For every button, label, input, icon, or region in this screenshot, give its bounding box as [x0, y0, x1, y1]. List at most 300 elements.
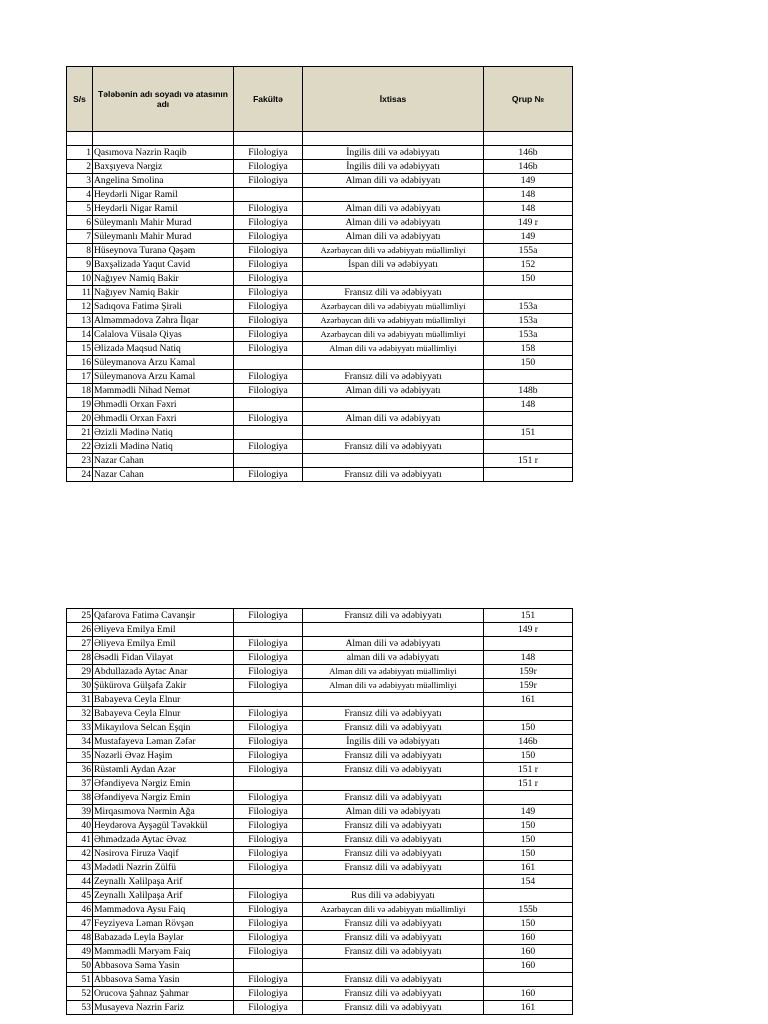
row-number: 16 — [67, 355, 93, 369]
table-row — [67, 285, 573, 299]
faculty: Filologiya — [234, 173, 303, 187]
student-name: Angelina Smolina — [93, 173, 234, 187]
student-name: Əlizadə Maqsud Natiq — [93, 341, 234, 355]
student-name: Əzizli Mədinə Natiq — [93, 439, 234, 453]
row-number: 27 — [67, 637, 93, 651]
row-number: 4 — [67, 187, 93, 201]
faculty: Filologiya — [234, 735, 303, 749]
student-name: Mədətli Nəzrin Zülfü — [93, 861, 234, 875]
row-number: 43 — [67, 861, 93, 875]
specialty — [303, 397, 484, 411]
table-row — [67, 439, 573, 453]
table-row — [67, 721, 573, 735]
group-number: 159r — [484, 679, 573, 693]
specialty: Fransız dili və ədəbiyyatı — [303, 861, 484, 875]
faculty: Filologiya — [234, 271, 303, 285]
group-number — [484, 707, 573, 721]
row-number: 14 — [67, 327, 93, 341]
table-row — [67, 609, 573, 623]
specialty — [303, 425, 484, 439]
specialty — [303, 355, 484, 369]
group-number: 149 — [484, 173, 573, 187]
student-name: Qasımova Nəzrin Raqib — [93, 145, 234, 159]
faculty: Filologiya — [234, 805, 303, 819]
specialty: İspan dili və ədəbiyyatı — [303, 257, 484, 271]
row-number: 18 — [67, 383, 93, 397]
group-number: 150 — [484, 271, 573, 285]
specialty: Alman dili və ədəbiyyatı — [303, 215, 484, 229]
group-number — [484, 889, 573, 903]
group-number: 150 — [484, 721, 573, 735]
specialty — [303, 777, 484, 791]
student-table-page-2 — [66, 608, 573, 1015]
specialty: Azərbaycan dili və ədəbiyyatı müəllimliyi — [303, 299, 484, 313]
table-row — [67, 327, 573, 341]
student-name: Zeynallı Xəlilpaşa Arif — [93, 875, 234, 889]
group-number: 160 — [484, 987, 573, 1001]
faculty: Filologiya — [234, 917, 303, 931]
faculty — [234, 453, 303, 467]
header-faculty: Fakültə — [234, 67, 303, 132]
table-row — [67, 271, 573, 285]
faculty: Filologiya — [234, 243, 303, 257]
faculty: Filologiya — [234, 847, 303, 861]
row-number: 51 — [67, 973, 93, 987]
row-number: 32 — [67, 707, 93, 721]
faculty: Filologiya — [234, 411, 303, 425]
group-number — [484, 369, 573, 383]
student-name: Alməmmədova Zəhra İlqar — [93, 313, 234, 327]
row-number: 41 — [67, 833, 93, 847]
student-name: Əliyeva Emilya Emil — [93, 637, 234, 651]
table-row — [67, 243, 573, 257]
student-name: Feyziyeva Ləman Rövşən — [93, 917, 234, 931]
header-student-name: Tələbənin adı soyadı və atasının adı — [93, 67, 234, 132]
specialty: İngilis dili və ədəbiyyatı — [303, 735, 484, 749]
student-name: Qafarova Fatimə Cavanşir — [93, 609, 234, 623]
group-number: 160 — [484, 959, 573, 973]
spacer-cell — [67, 132, 93, 146]
table-row — [67, 313, 573, 327]
row-number: 17 — [67, 369, 93, 383]
group-number: 148 — [484, 651, 573, 665]
specialty: İngilis dili və ədəbiyyatı — [303, 145, 484, 159]
header-row — [67, 67, 573, 132]
student-name: Baxşəlizadə Yaqut Cavid — [93, 257, 234, 271]
table-row — [67, 819, 573, 833]
specialty: Fransız dili və ədəbiyyatı — [303, 285, 484, 299]
row-number: 9 — [67, 257, 93, 271]
group-number: 150 — [484, 847, 573, 861]
group-number: 146b — [484, 145, 573, 159]
group-number: 149 — [484, 805, 573, 819]
specialty: Alman dili və ədəbiyyatı — [303, 637, 484, 651]
table-row — [67, 665, 573, 679]
group-number: 148 — [484, 187, 573, 201]
group-number: 153a — [484, 313, 573, 327]
faculty: Filologiya — [234, 987, 303, 1001]
faculty: Filologiya — [234, 1001, 303, 1015]
row-number: 6 — [67, 215, 93, 229]
faculty: Filologiya — [234, 651, 303, 665]
specialty: Azərbaycan dili və ədəbiyyatı müəllimliyi — [303, 243, 484, 257]
student-name: Mikayılova Selcan Eşqin — [93, 721, 234, 735]
group-number: 149 r — [484, 623, 573, 637]
table-row — [67, 637, 573, 651]
row-number: 24 — [67, 467, 93, 481]
row-number: 3 — [67, 173, 93, 187]
specialty: Alman dili və ədəbiyyatı — [303, 805, 484, 819]
table-row — [67, 931, 573, 945]
student-name: Süleymanlı Mahir Murad — [93, 215, 234, 229]
specialty: Alman dili və ədəbiyyatı — [303, 173, 484, 187]
specialty: Fransız dili və ədəbiyyatı — [303, 749, 484, 763]
row-number: 53 — [67, 1001, 93, 1015]
spacer-row — [67, 132, 573, 146]
group-number: 152 — [484, 257, 573, 271]
faculty — [234, 959, 303, 973]
row-number: 10 — [67, 271, 93, 285]
student-name: Mustafayeva Ləman Zəfər — [93, 735, 234, 749]
table-row — [67, 201, 573, 215]
faculty — [234, 623, 303, 637]
faculty: Filologiya — [234, 861, 303, 875]
table-row — [67, 805, 573, 819]
row-number: 38 — [67, 791, 93, 805]
faculty: Filologiya — [234, 819, 303, 833]
faculty: Filologiya — [234, 763, 303, 777]
student-name: Nəzərli Əvəz Həşim — [93, 749, 234, 763]
specialty — [303, 623, 484, 637]
faculty — [234, 875, 303, 889]
faculty — [234, 355, 303, 369]
student-name: Heydərli Nigar Ramil — [93, 201, 234, 215]
row-number: 36 — [67, 763, 93, 777]
specialty: Alman dili və ədəbiyyatı — [303, 201, 484, 215]
specialty: Azərbaycan dili və ədəbiyyatı müəllimliyi — [303, 903, 484, 917]
specialty — [303, 453, 484, 467]
student-name: Mirqasımova Nərmin Ağa — [93, 805, 234, 819]
student-name: Sadıqova Fatimə Şirəli — [93, 299, 234, 313]
faculty: Filologiya — [234, 903, 303, 917]
group-number: 151 — [484, 425, 573, 439]
row-number: 44 — [67, 875, 93, 889]
group-number — [484, 973, 573, 987]
group-number: 151 r — [484, 777, 573, 791]
table-row — [67, 453, 573, 467]
row-number: 31 — [67, 693, 93, 707]
row-number: 40 — [67, 819, 93, 833]
group-number: 160 — [484, 931, 573, 945]
student-name: Abdullazadə Aytac Anar — [93, 665, 234, 679]
table-row — [67, 187, 573, 201]
table-row — [67, 173, 573, 187]
table-row — [67, 299, 573, 313]
student-name: Babazadə Leyla Bəylər — [93, 931, 234, 945]
table-row — [67, 651, 573, 665]
faculty: Filologiya — [234, 721, 303, 735]
faculty: Filologiya — [234, 973, 303, 987]
table-row — [67, 215, 573, 229]
student-name: Əsədli Fidan Vilayət — [93, 651, 234, 665]
specialty: Fransız dili və ədəbiyyatı — [303, 819, 484, 833]
group-number: 150 — [484, 917, 573, 931]
student-name: Nağıyev Namiq Bakir — [93, 271, 234, 285]
row-number: 1 — [67, 145, 93, 159]
group-number: 150 — [484, 749, 573, 763]
header-group: Qrup № — [484, 67, 573, 132]
student-name: Məmmədova Aysu Faiq — [93, 903, 234, 917]
student-name: Nəsirova Firuzə Vaqif — [93, 847, 234, 861]
table-row — [67, 917, 573, 931]
faculty: Filologiya — [234, 159, 303, 173]
row-number: 19 — [67, 397, 93, 411]
row-number: 37 — [67, 777, 93, 791]
specialty: Azərbaycan dili və ədəbiyyatı müəllimliyi — [303, 313, 484, 327]
table-row — [67, 777, 573, 791]
faculty: Filologiya — [234, 299, 303, 313]
row-number: 22 — [67, 439, 93, 453]
table-row — [67, 679, 573, 693]
specialty — [303, 875, 484, 889]
row-number: 47 — [67, 917, 93, 931]
table-row — [67, 467, 573, 481]
group-number: 146b — [484, 735, 573, 749]
group-number: 151 r — [484, 453, 573, 467]
row-number: 21 — [67, 425, 93, 439]
specialty: Fransız dili və ədəbiyyatı — [303, 931, 484, 945]
row-number: 48 — [67, 931, 93, 945]
faculty: Filologiya — [234, 707, 303, 721]
student-name: Əfəndiyeva Nərgiz Emin — [93, 791, 234, 805]
faculty: Filologiya — [234, 285, 303, 299]
specialty: alman dili və ədəbiyyatı — [303, 651, 484, 665]
faculty — [234, 397, 303, 411]
group-number: 149 — [484, 229, 573, 243]
faculty: Filologiya — [234, 467, 303, 481]
row-number: 29 — [67, 665, 93, 679]
group-number: 150 — [484, 833, 573, 847]
student-name: Əzizli Mədinə Natiq — [93, 425, 234, 439]
student-name: Nağıyev Namiq Bakir — [93, 285, 234, 299]
row-number: 2 — [67, 159, 93, 173]
student-name: Nazar Cahan — [93, 453, 234, 467]
table-row — [67, 861, 573, 875]
faculty — [234, 777, 303, 791]
student-name: Hüseynova Turanə Qəşəm — [93, 243, 234, 257]
student-name: Əfəndiyeva Nərgiz Emin — [93, 777, 234, 791]
specialty: Fransız dili və ədəbiyyatı — [303, 721, 484, 735]
faculty: Filologiya — [234, 679, 303, 693]
faculty: Filologiya — [234, 889, 303, 903]
specialty: İngilis dili və ədəbiyyatı — [303, 159, 484, 173]
table-row — [67, 707, 573, 721]
specialty: Alman dili və ədəbiyyatı — [303, 229, 484, 243]
group-number: 146b — [484, 159, 573, 173]
table-row — [67, 847, 573, 861]
row-number: 12 — [67, 299, 93, 313]
student-name: Əhmədli Orxan Fəxri — [93, 397, 234, 411]
student-name: Süleymanova Arzu Kamal — [93, 369, 234, 383]
faculty: Filologiya — [234, 145, 303, 159]
specialty: Alman dili və ədəbiyyatı — [303, 411, 484, 425]
table-body-2 — [67, 609, 573, 1015]
faculty: Filologiya — [234, 637, 303, 651]
table-row — [67, 341, 573, 355]
table-row — [67, 369, 573, 383]
table-row — [67, 1001, 573, 1015]
table-row — [67, 903, 573, 917]
faculty: Filologiya — [234, 229, 303, 243]
group-number: 148b — [484, 383, 573, 397]
student-name: Şükürova Gülşəfa Zakir — [93, 679, 234, 693]
faculty: Filologiya — [234, 791, 303, 805]
specialty — [303, 187, 484, 201]
group-number: 159r — [484, 665, 573, 679]
table-row — [67, 987, 573, 1001]
specialty: Alman dili və ədəbiyyatı müəllimliyi — [303, 341, 484, 355]
student-name: Abbasova Səma Yasin — [93, 959, 234, 973]
row-number: 5 — [67, 201, 93, 215]
table-row — [67, 889, 573, 903]
table-row — [67, 945, 573, 959]
row-number: 11 — [67, 285, 93, 299]
student-name: Heydərli Nigar Ramil — [93, 187, 234, 201]
specialty: Fransız dili və ədəbiyyatı — [303, 973, 484, 987]
specialty: Alman dili və ədəbiyyatı müəllimliyi — [303, 665, 484, 679]
row-number: 45 — [67, 889, 93, 903]
student-table-page-1 — [66, 66, 573, 482]
row-number: 46 — [67, 903, 93, 917]
group-number: 161 — [484, 693, 573, 707]
faculty: Filologiya — [234, 749, 303, 763]
spacer-cell — [93, 132, 234, 146]
student-name: Əhmədli Orxan Fəxri — [93, 411, 234, 425]
group-number: 151 r — [484, 763, 573, 777]
student-name: Rüstəmli Aydan Azər — [93, 763, 234, 777]
group-number: 161 — [484, 1001, 573, 1015]
student-name: Süleymanova Arzu Kamal — [93, 355, 234, 369]
row-number: 52 — [67, 987, 93, 1001]
faculty: Filologiya — [234, 313, 303, 327]
header-specialty: İxtisas — [303, 67, 484, 132]
table-row — [67, 383, 573, 397]
specialty: Fransız dili və ədəbiyyatı — [303, 467, 484, 481]
faculty — [234, 425, 303, 439]
table-row — [67, 397, 573, 411]
faculty: Filologiya — [234, 383, 303, 397]
table-row — [67, 749, 573, 763]
group-number: 150 — [484, 355, 573, 369]
group-number: 160 — [484, 945, 573, 959]
table-body-1 — [67, 132, 573, 482]
student-name: Heydərova Ayşəgül Təvəkkül — [93, 819, 234, 833]
table-row — [67, 355, 573, 369]
student-name: Cəlalova Vüsalə Qiyas — [93, 327, 234, 341]
table-row — [67, 425, 573, 439]
student-name: Süleymanlı Mahir Murad — [93, 229, 234, 243]
row-number: 49 — [67, 945, 93, 959]
group-number: 158 — [484, 341, 573, 355]
student-name: Məmmədli Nihad Nemət — [93, 383, 234, 397]
table-row — [67, 623, 573, 637]
table-row — [67, 229, 573, 243]
specialty: Fransız dili və ədəbiyyatı — [303, 791, 484, 805]
group-number: 151 — [484, 609, 573, 623]
table-row — [67, 833, 573, 847]
table-row — [67, 159, 573, 173]
student-name: Abbasova Səma Yasin — [93, 973, 234, 987]
student-name: Nazar Cahan — [93, 467, 234, 481]
group-number — [484, 467, 573, 481]
specialty: Fransız dili və ədəbiyyatı — [303, 763, 484, 777]
table-row — [67, 257, 573, 271]
row-number: 13 — [67, 313, 93, 327]
student-name: Musayeva Nəzrin Fariz — [93, 1001, 234, 1015]
row-number: 7 — [67, 229, 93, 243]
faculty: Filologiya — [234, 439, 303, 453]
student-name: Babayeva Ceyla Elnur — [93, 693, 234, 707]
student-name: Zeynallı Xəlilpaşa Arif — [93, 889, 234, 903]
specialty: Fransız dili və ədəbiyyatı — [303, 833, 484, 847]
faculty: Filologiya — [234, 201, 303, 215]
row-number: 25 — [67, 609, 93, 623]
specialty: Fransız dili və ədəbiyyatı — [303, 917, 484, 931]
row-number: 28 — [67, 651, 93, 665]
table-row — [67, 959, 573, 973]
row-number: 34 — [67, 735, 93, 749]
row-number: 42 — [67, 847, 93, 861]
student-name: Əliyeva Emilya Emil — [93, 623, 234, 637]
faculty: Filologiya — [234, 931, 303, 945]
table-row — [67, 411, 573, 425]
faculty: Filologiya — [234, 215, 303, 229]
student-name: Babayeva Ceyla Elnur — [93, 707, 234, 721]
group-number: 161 — [484, 861, 573, 875]
table-row — [67, 145, 573, 159]
faculty: Filologiya — [234, 257, 303, 271]
specialty: Fransız dili və ədəbiyyatı — [303, 439, 484, 453]
row-number: 33 — [67, 721, 93, 735]
specialty: Rus dili və ədəbiyyatı — [303, 889, 484, 903]
student-name: Əhmədzadə Aytac Əvəz — [93, 833, 234, 847]
specialty: Fransız dili və ədəbiyyatı — [303, 609, 484, 623]
header-ss: S/s — [67, 67, 93, 132]
specialty — [303, 693, 484, 707]
row-number: 20 — [67, 411, 93, 425]
group-number — [484, 637, 573, 651]
group-number — [484, 791, 573, 805]
group-number — [484, 411, 573, 425]
table-row — [67, 875, 573, 889]
faculty: Filologiya — [234, 665, 303, 679]
specialty: Alman dili və ədəbiyyatı — [303, 383, 484, 397]
row-number: 35 — [67, 749, 93, 763]
spacer-cell — [303, 132, 484, 146]
faculty: Filologiya — [234, 833, 303, 847]
specialty: Fransız dili və ədəbiyyatı — [303, 707, 484, 721]
specialty: Fransız dili və ədəbiyyatı — [303, 847, 484, 861]
table-row — [67, 693, 573, 707]
group-number: 148 — [484, 201, 573, 215]
student-name: Məmmədli Məryəm Faiq — [93, 945, 234, 959]
group-number — [484, 439, 573, 453]
group-number — [484, 285, 573, 299]
row-number: 8 — [67, 243, 93, 257]
row-number: 26 — [67, 623, 93, 637]
specialty — [303, 271, 484, 285]
specialty: Fransız dili və ədəbiyyatı — [303, 1001, 484, 1015]
